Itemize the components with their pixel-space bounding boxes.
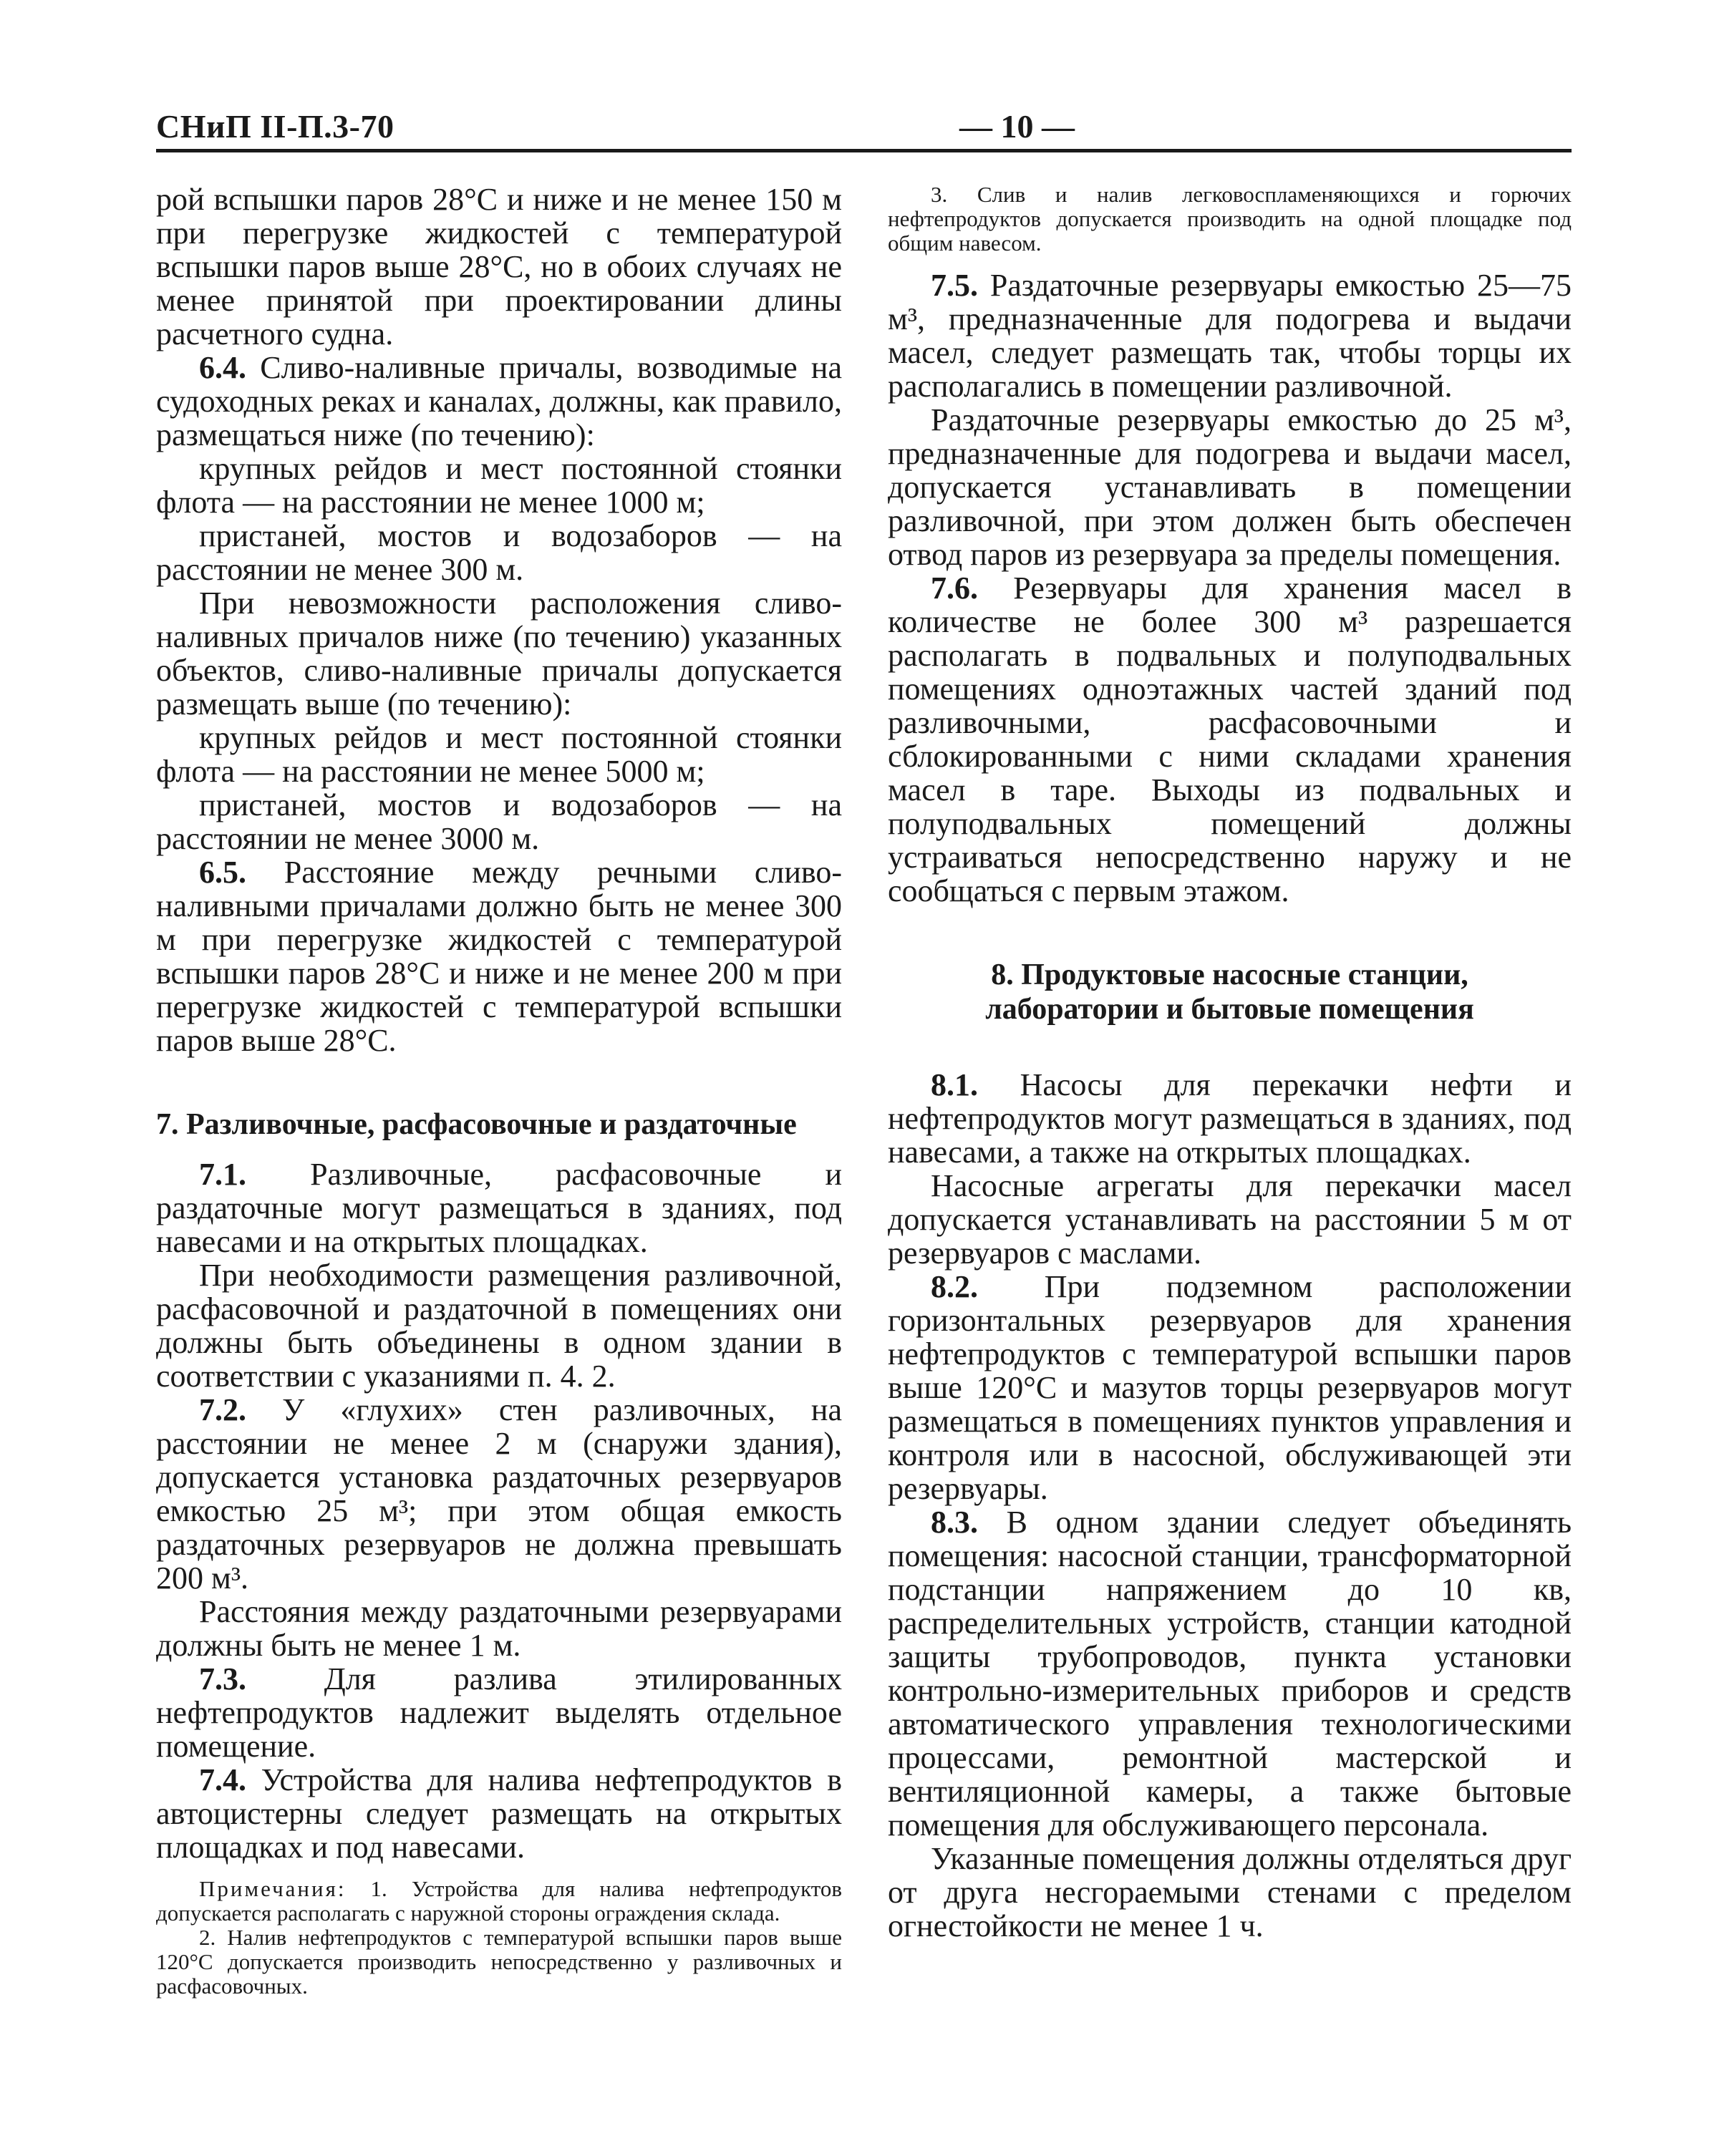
clause-number: 6.4. (199, 350, 246, 385)
clause-text: Сливо-наливные причалы, возводимые на судоходных реках и каналах, должны, как правило, размещаться ниже (по течению): (156, 350, 843, 452)
clause-text: Устройства для налива нефтепродуктов в автоцистерны следует размещать на открытых площадках и под навесами. (156, 1762, 843, 1865)
notes-heading: Примечания: (199, 1876, 347, 1901)
clause-text: Раздаточные резервуары емкостью 25—75 м³, предназначенные для подогрева и выдачи масел, следует размещать так, чтобы торцы их располагались в помещении разливочной. (888, 268, 1572, 404)
clause-number: 7.6. (931, 570, 978, 606)
clause-text: У «глухих» стен разливочных, на расстоянии не менее 2 м (снаружи здания), допускается установка раздаточных резервуаров емкостью 25 м³; при этом общая емкость раздаточных резервуаров не должна превышать 200 м³. (156, 1392, 842, 1596)
clause-number: 7.2. (199, 1392, 246, 1427)
paragraph: При необходимости размещения разливочной, расфасовочной и раздаточной в помещениях они должны быть объединены в одном здании в соответствии с указаниями п. 4. 2. (156, 1258, 842, 1394)
paragraph: При невозможности расположения сливо-наливных причалов ниже (по течению) указанных объектов, сливо-наливные причалы допускается размещать выше (по течению): (156, 586, 842, 722)
clause-number: 7.3. (199, 1661, 246, 1696)
note-3: 3. Слив и налив легковоспламеняющихся и горючих нефтепродуктов допускается производить на одной площадке под общим навесом. (888, 182, 1572, 256)
section-8-title (888, 958, 1572, 1026)
clause-text: В одном здании следует объединять помещения: насосной станции, трансформаторной подстанции напряжением до 10 кв, распределительных устройств, станции катодной защиты трубопроводов, пункта установки контрольно-измерительных приборов и средств автоматического управления технологическими процессами, ремонтной мастерской и вентиляционной камеры, а также бытовые помещения для обслуживающего персонала. (888, 1505, 1572, 1842)
clause-text: Расстояние между речными сливо-наливными причалами должно быть не менее 300 м при перегрузке жидкостей с температурой вспышки паров 28°С и ниже и не менее 200 м при перегрузке жидкостей с температурой вспышки паров выше 28°С. (156, 855, 842, 1058)
left-column (156, 183, 842, 1999)
note-2: 2. Налив нефтепродуктов с температурой вспышки паров выше 120°С допускается производить непосредственно у разливочных и расфасовочных. (156, 1925, 842, 1999)
page-header (156, 107, 1572, 150)
page-number: — 10 — (959, 108, 1075, 145)
clause-text: Насосы для перекачки нефти и нефтепродуктов могут размещаться в зданиях, под навесами, а также на открытых площадках. (888, 1067, 1572, 1170)
section-title-line: 8. Продуктовые насосные станции, (991, 958, 1468, 991)
clause-7-4 (156, 1763, 842, 1864)
clause-number: 7.5. (931, 268, 978, 303)
clause-7-1 (156, 1157, 842, 1258)
document-code: СНиП II-П.3-70 (156, 108, 394, 145)
clause-8-2 (888, 1270, 1572, 1505)
paragraph: рой вспышки паров 28°С и ниже и не менее 150 м при перегрузке жидкостей с температурой вспышки паров выше 28°С, но в обоих случаях не менее принятой при проектировании длины расчетного судна. (156, 182, 842, 351)
clause-text: При подземном расположении горизонтальных резервуаров для хранения нефтепродуктов с температурой вспышки паров выше 120°С и мазутов торцы резервуаров могут размещаться в помещениях пунктов управления и контроля или в насосной, обслуживающей эти резервуары. (888, 1269, 1572, 1506)
list-item: пристаней, мостов и водозаборов — на расстоянии не менее 300 м. (156, 518, 842, 587)
clause-8-3 (888, 1505, 1572, 1842)
note-1 (156, 1877, 842, 1926)
paragraph: Расстояния между раздаточными резервуарами должны быть не менее 1 м. (156, 1594, 842, 1663)
clause-7-5 (888, 268, 1572, 403)
section-title-line: лаборатории и бытовые помещения (985, 993, 1474, 1026)
clause-number: 8.3. (931, 1505, 978, 1540)
notes-block-continued (888, 183, 1572, 256)
paragraph: Раздаточные резервуары емкостью до 25 м³, предназначенные для подогрева и выдачи масел, допускается устанавливать в помещении разливочной, при этом должен быть обеспечен отвод паров из резервуара за пределы помещения. (888, 402, 1572, 572)
clause-number: 7.1. (199, 1157, 246, 1192)
right-column (888, 183, 1572, 1943)
clause-text: Для разлива этилированных нефтепродуктов надлежит выделять отдельное помещение. (156, 1661, 842, 1764)
clause-text: Резервуары для хранения масел в количестве не более 300 м³ разрешается располагать в подвальных и полуподвальных помещениях одноэтажных частей зданий под разливочными, расфасовочными и сблокированными с ними складами хранения масел в таре. Выходы из подвальных и полуподвальных помещений должны устраиваться непосредственно наружу и не сообщаться с первым этажом. (888, 570, 1572, 908)
list-item: пристаней, мостов и водозаборов — на расстоянии не менее 3000 м. (156, 787, 842, 856)
clause-number: 8.2. (931, 1269, 978, 1304)
clause-7-6 (888, 571, 1572, 908)
clause-number: 7.4. (199, 1762, 246, 1797)
clause-8-1 (888, 1068, 1572, 1169)
section-7-title: 7. Разливочные, расфасовочные и раздаточные (156, 1108, 797, 1141)
list-item: крупных рейдов и мест постоянной стоянки флота — на расстоянии не менее 5000 м; (156, 720, 842, 789)
paragraph: Указанные помещения должны отделяться друг от друга несгораемыми стенами с пределом огнестойкости не менее 1 ч. (888, 1841, 1572, 1943)
notes-block (156, 1877, 842, 1999)
clause-7-2 (156, 1393, 842, 1595)
note-text: 1. Устройства для налива нефтепродуктов допускается располагать с наружной стороны ограждения склада. (156, 1876, 843, 1926)
paragraph: Насосные агрегаты для перекачки масел допускается устанавливать на расстоянии 5 м от резервуаров с маслами. (888, 1168, 1572, 1271)
clause-7-3 (156, 1662, 842, 1763)
header-rule (156, 149, 1572, 152)
clause-6-4 (156, 351, 842, 452)
clause-number: 6.5. (199, 855, 246, 890)
clause-number: 8.1. (931, 1067, 978, 1102)
clause-text: Разливочные, расфасовочные и раздаточные могут размещаться в зданиях, под навесами и на открытых площадках. (156, 1157, 842, 1259)
list-item: крупных рейдов и мест постоянной стоянки флота — на расстоянии не менее 1000 м; (156, 451, 842, 520)
clause-6-5 (156, 855, 842, 1057)
